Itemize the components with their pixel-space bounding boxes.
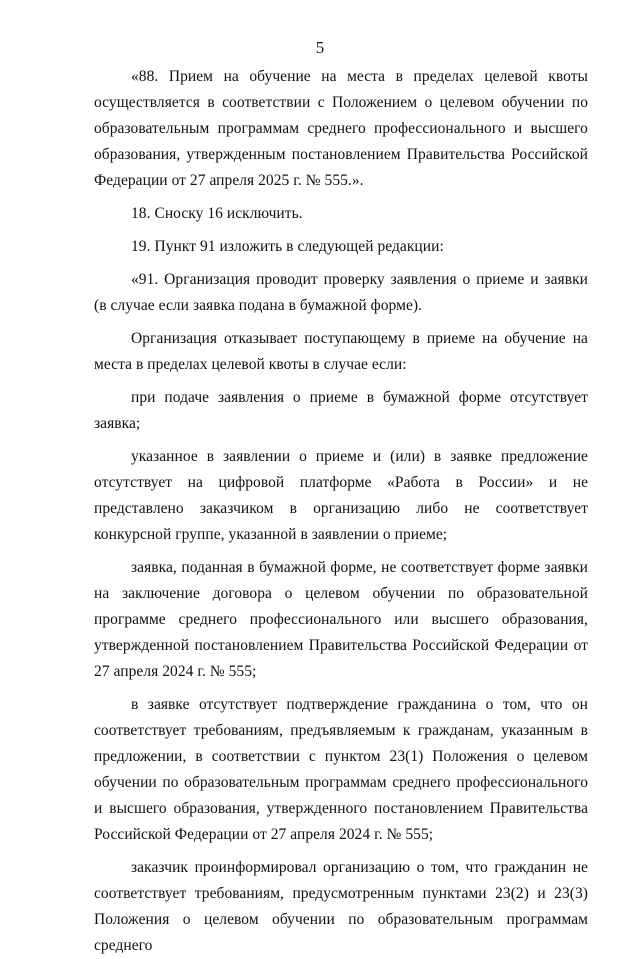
paragraph-88: «88. Прием на обучение на места в пределах целевой квоты осуществляется в соответствии с Положением о целевом обучении по образовательным программам среднего профессионального и высшего образования, утвержденным постановлением Правительства Российской Федерации от 27 апреля 2025 г. № 555.».: [94, 68, 588, 189]
document-body: [94, 64, 588, 959]
paragraph-refusal-intro: Организация отказывает поступающему в приеме на обучение на места в пределах целевой квоты в случае если:: [94, 330, 588, 373]
page-number: 5: [315, 38, 325, 57]
paragraph-refusal-form-mismatch: заявка, поданная в бумажной форме, не соответствует форме заявки на заключение договора о целевом обучении по образовательной программе среднего профессионального или высшего образования, утвержденной постановлением Правительства Российской Федерации от 27 апреля 2024 г. № 555;: [94, 559, 588, 680]
paragraph-refusal-no-application: при подаче заявления о приеме в бумажной форме отсутствует заявка;: [94, 389, 588, 432]
paragraph-refusal-offer-missing: указанное в заявлении о приеме и (или) в заявке предложение отсутствует на цифровой платформе «Работа в России» и не представлено заказчиком в организацию либо не соответствует конкурсной группе, указанной в заявлении о приеме;: [94, 448, 588, 543]
paragraph-footnote-16: 18. Сноску 16 исключить.: [131, 205, 303, 222]
paragraph-refusal-no-confirmation: в заявке отсутствует подтверждение гражданина о том, что он соответствует требованиям, предъявляемым к гражданам, указанным в предложении, в соответствии с пунктом 23(1) Положения о целевом обучении по образовательным программам среднего профессионального и высшего образования, утвержденного постановлением Правительства Российской Федерации от 27 апреля 2024 г. № 555;: [94, 696, 588, 843]
paragraph-refusal-customer-informed: заказчик проинформировал организацию о том, что гражданин не соответствует требованиям, предусмотренным пунктами 23(2) и 23(3) Положения о целевом обучении по образовательным программам среднего: [94, 859, 588, 954]
paragraph-91: «91. Организация проводит проверку заявления о приеме и заявки (в случае если заявка подана в бумажной форме).: [94, 271, 588, 314]
paragraph-item-19: 19. Пункт 91 изложить в следующей редакции:: [131, 238, 444, 255]
